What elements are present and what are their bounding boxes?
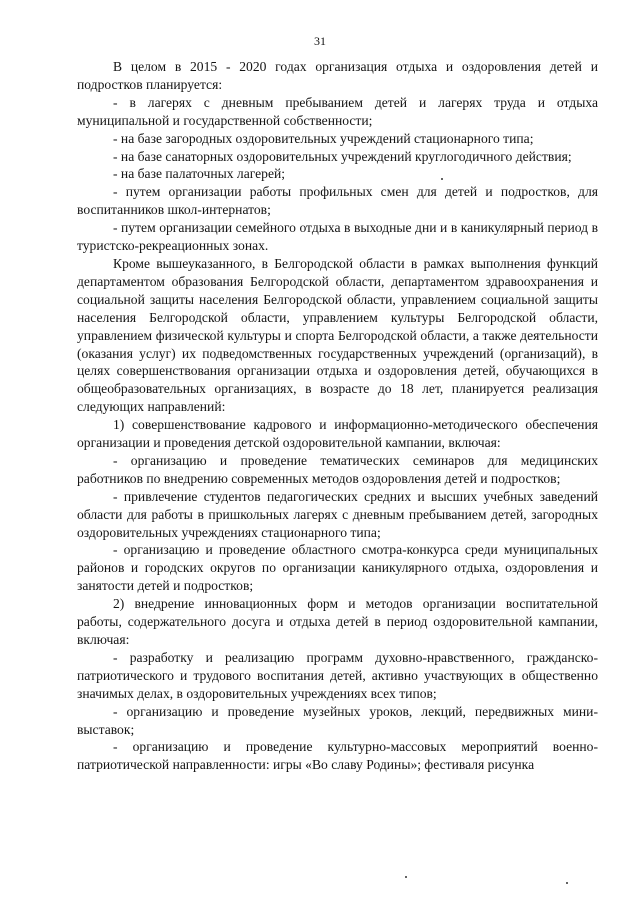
list-item-programs: - разработку и реализацию программ духовно-нравственного, гражданско-патриотического и трудового воспитания детей, активно участвующих в общественно значимых делах, в оздоровительных учреждениях всех типов; [77, 649, 598, 701]
scan-speck [405, 876, 407, 878]
list-item-seminars: - организацию и проведение тематических семинаров для медицинских работников по внедрению современных методов оздоровления детей и подростков; [77, 452, 598, 486]
paragraph-intro: В целом в 2015 - 2020 годах организация отдыха и оздоровления детей и подростков планируется: [77, 59, 598, 92]
page-number: 31 [314, 34, 326, 48]
list-item-day-camps: - в лагерях с дневным пребыванием детей и лагерях труда и отдыха муниципальной и государственной собственности; [77, 94, 598, 128]
list-item-students: - привлечение студентов педагогических средних и высших учебных заведений области для работы в пришкольных лагерях с дневным пребыванием детей, загородных оздоровительных учреждениях стационарного типа; [77, 488, 598, 540]
list-item-profile-shifts: - путем организации работы профильных смен для детей и подростков, для воспитанников школ-интернатов; [77, 184, 598, 218]
list-item-country-camps: - на базе загородных оздоровительных учреждений стационарного типа; [113, 130, 534, 146]
document-body [77, 58, 598, 774]
scan-speck [441, 178, 443, 180]
list-item-cultural-events: - организацию и проведение культурно-массовых мероприятий военно-патриотической направленности: игры «Во славу Родины»; фестиваля рисунка [77, 739, 598, 773]
direction-1: 1) совершенствование кадрового и информационно-методического обеспечения организации и проведения детской оздоровительной кампании, включая: [77, 417, 598, 451]
list-item-family-rest: - путем организации семейного отдыха в выходные дни и в каникулярный период в туристско-рекреационных зонах. [77, 220, 598, 254]
list-item-museum-lessons: - организацию и проведение музейных уроков, лекций, передвижных мини-выставок; [77, 703, 598, 737]
direction-2: 2) внедрение инновационных форм и методов организации воспитательной работы, содержательного досуга и отдыха детей в период оздоровительной кампании, включая: [77, 596, 598, 647]
list-item-tent-camps: - на базе палаточных лагерей; [113, 166, 286, 182]
paragraph-directions: Кроме вышеуказанного, в Белгородской области в рамках выполнения функций департаментом образования Белгородской области, департаментом здравоохранения и социальной защиты населения Белгородской области, управлением социальной защиты населения Белгородской области, управлением культуры Белгородской области, управлением физической культуры и спорта Белгородской области, а также деятельности (оказания услуг) их подведомственных государственных учреждений (организаций), в целях совершенствования организации отдыха и оздоровления детей, обучающихся в общеобразовательных организациях, в возрасте до 18 лет, планируется реализация следующих направлений: [77, 255, 598, 415]
list-item-sanatoriums: - на базе санаторных оздоровительных учреждений круглогодичного действия; [113, 148, 572, 164]
scan-speck [566, 882, 568, 884]
list-item-contest: - организацию и проведение областного смотра-конкурса среди муниципальных районов и городских округов по организации каникулярного отдыха, оздоровления и занятости детей и подростков; [77, 542, 598, 594]
